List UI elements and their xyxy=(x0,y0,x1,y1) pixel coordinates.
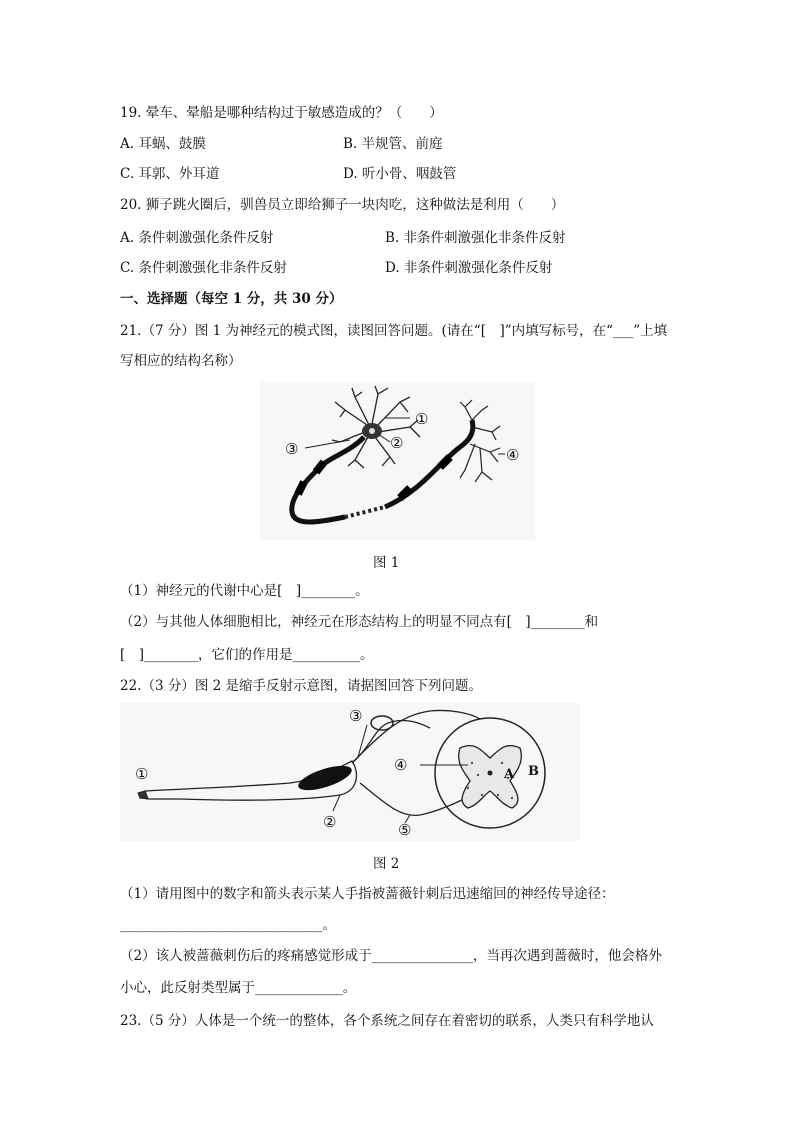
neuron-figure xyxy=(260,382,535,540)
q21-sub2-line1: （2）与其他人体细胞相比，神经元在形态结构上的明显不同点有[ ]________和 xyxy=(120,614,599,630)
figure2-caption: 图 2 xyxy=(373,856,400,872)
neuron-label-3: ③ xyxy=(285,440,299,458)
reflex-label-5: ⑤ xyxy=(398,821,412,839)
q19-option-a: A. 耳蜗、鼓膜 xyxy=(120,136,206,152)
q19-option-b: B. 半规管、前庭 xyxy=(343,136,443,152)
q22-sub2-line1: （2）该人被蔷薇刺伤后的疼痛感觉形成于_______________，当再次遇到蔷薇时，他会格外 xyxy=(120,948,662,964)
neuron-label-4: ④ xyxy=(506,446,520,464)
figure1-caption: 图 1 xyxy=(373,555,400,571)
neuron-label-2: ② xyxy=(390,434,404,452)
section-heading: 一、选择题（每空 1 分，共 30 分） xyxy=(120,291,343,307)
q22-stem: 22.（3 分）图 2 是缩手反射示意图，请据图回答下列问题。 xyxy=(120,678,483,694)
q22-sub1-line1: （1）请用图中的数字和箭头表示某人手指被蔷薇针刺后迅速缩回的神经传导途径： xyxy=(120,886,615,902)
neuron-label-1: ① xyxy=(415,410,429,428)
reflex-label-3: ③ xyxy=(349,707,363,725)
q20-stem: 20. 狮子跳火圈后，驯兽员立即给狮子一块肉吃，这种做法是利用（ ） xyxy=(120,197,565,213)
q21-sub1: （1）神经元的代谢中心是[ ]________。 xyxy=(120,583,369,599)
reflex-label-4: ④ xyxy=(394,756,408,774)
q23-stem-line1: 23.（5 分）人体是一个统一的整体，各个系统之间存在着密切的联系，人类只有科学地认 xyxy=(120,1013,654,1029)
q19-stem: 19. 晕车、晕船是哪种结构过于敏感造成的？（ ） xyxy=(120,105,443,121)
q19-option-d: D. 听小骨、咽鼓管 xyxy=(343,166,457,182)
q21-stem-line2: 写相应的结构名称） xyxy=(120,353,242,369)
q21-sub2-line2: [ ]________，它们的作用是__________。 xyxy=(120,647,374,663)
q21-stem-line1: 21.（7 分）图 1 为神经元的模式图，读图回答问题。(请在“[ ]”内填写标号，在“___”上填 xyxy=(120,323,668,339)
reflex-label-b: B xyxy=(528,764,539,779)
q20-option-c: C. 条件刺激强化非条件反射 xyxy=(120,260,287,276)
q20-option-a: A. 条件刺激强化条件反射 xyxy=(120,230,274,246)
q22-sub2-line2: 小心，此反射类型属于_____________。 xyxy=(120,980,357,996)
reflex-label-2: ② xyxy=(323,813,337,831)
q22-sub1-line2: ______________________________。 xyxy=(120,917,336,933)
q20-option-b: B. 非条件刺激强化非条件反射 xyxy=(385,230,566,246)
q20-option-d: D. 非条件刺激强化条件反射 xyxy=(385,260,553,276)
reflex-label-1: ① xyxy=(135,765,149,783)
reflex-arc-figure xyxy=(120,703,580,841)
q19-option-c: C. 耳郭、外耳道 xyxy=(120,166,220,182)
reflex-label-a: A xyxy=(504,767,515,782)
